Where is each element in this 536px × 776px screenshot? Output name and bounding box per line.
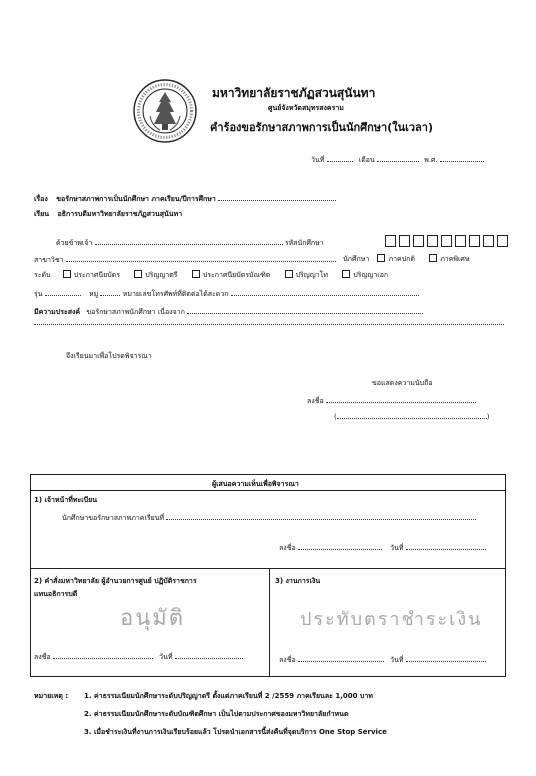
center-name: ศูนย์จังหวัดสมุทรสงคราม xyxy=(268,104,344,112)
major-label: สาขาวิชา xyxy=(34,256,64,264)
student-id-boxes[interactable] xyxy=(385,232,511,251)
table-border xyxy=(30,490,506,491)
table-border xyxy=(30,474,506,475)
student-id-box[interactable] xyxy=(469,235,480,247)
student-printed-name: ( ) xyxy=(334,413,490,421)
registrar-signature-field[interactable] xyxy=(298,542,382,550)
student-id-label: รหัสนักศึกษา xyxy=(284,239,324,247)
student-id-box[interactable] xyxy=(455,235,466,247)
date-label: วันที่ xyxy=(390,656,404,664)
student-sign-line xyxy=(307,395,476,407)
semester-field[interactable] xyxy=(218,193,336,201)
approved-stamp: อนุมัติ xyxy=(120,606,186,631)
student-type-line xyxy=(343,254,469,265)
purpose-label: มีความประสงค์ xyxy=(34,308,81,316)
regular-checkbox[interactable] xyxy=(377,254,385,262)
special-label: ภาคพิเศษ xyxy=(440,255,470,263)
registrar-text: นักศึกษาขอรักษาสภาพภาคเรียนที่ xyxy=(62,514,165,522)
finance-signature-field[interactable] xyxy=(298,654,384,662)
date-year-field[interactable] xyxy=(440,154,484,162)
note-item: 3. เมื่อชำระเงินที่งานการเงินเรียบร้อยแล้ว โปรดนำเอกสารนี้ส่งคืนที่จุดบริการ One Stop Service xyxy=(84,728,387,736)
regular-label: ภาคปกติ xyxy=(388,255,415,263)
purpose-text: ขอรักษาสภาพนักศึกษา เนื่องจาก xyxy=(86,308,185,316)
level-label: ระดับ xyxy=(34,271,51,279)
director-signature-field[interactable] xyxy=(53,651,153,659)
level-option: ปริญญาเอก xyxy=(353,271,389,279)
table-border xyxy=(30,568,506,569)
director-title-cont: แทนอธิการบดี xyxy=(34,590,78,598)
purpose-line xyxy=(34,306,423,318)
note-item: 1. ค่าธรรมเนียมนักศึกษาระดับปริญญาตรี ตั้งแต่ภาคเรียนที่ 2 /2559 ภาคเรียนละ 1,000 บาท xyxy=(84,692,373,700)
date-label: วันที่ xyxy=(159,653,173,661)
phone-label: หมายเลขโทรศัพท์ที่ติดต่อได้สะดวก xyxy=(122,290,229,298)
student-id-box[interactable] xyxy=(427,235,438,247)
subject-text: ขอรักษาสภาพการเป็นนักศึกษา ภาคเรียน/ปีการศึกษา xyxy=(56,195,216,203)
date-day-label: วันที่ xyxy=(311,156,325,164)
group-field[interactable] xyxy=(100,288,120,296)
reason-continuation-field[interactable] xyxy=(34,324,504,325)
registrar-semester-field[interactable] xyxy=(166,512,476,520)
date-month-field[interactable] xyxy=(377,154,419,162)
level-option: ปริญญาตรี xyxy=(145,271,178,279)
student-id-box[interactable] xyxy=(413,235,424,247)
form-title: คำร้องขอรักษาสภาพการเป็นนักศึกษา(ในเวลา) xyxy=(210,121,433,134)
request-text: จึงเรียนมาเพื่อโปรดพิจารณา xyxy=(66,352,152,360)
date-year-label: พ.ศ. xyxy=(424,156,438,164)
table-border xyxy=(505,474,506,676)
director-date-field[interactable] xyxy=(175,651,243,659)
table-border xyxy=(30,676,506,677)
table-divider xyxy=(269,568,270,676)
registrar-line xyxy=(62,512,476,524)
student-type-label: นักศึกษา xyxy=(343,255,370,263)
group-label: หมู่ xyxy=(89,290,99,298)
student-signature-field[interactable] xyxy=(326,395,476,403)
level-option: ประกาศนียบัตรบัณฑิต xyxy=(202,271,271,279)
level-checkbox[interactable] xyxy=(285,270,293,278)
student-id-box[interactable] xyxy=(385,235,396,247)
registrar-date-field[interactable] xyxy=(406,542,486,550)
student-id-box[interactable] xyxy=(441,235,452,247)
date-day-field[interactable] xyxy=(327,154,353,162)
cohort-label: รุ่น xyxy=(34,290,43,298)
student-printed-name-field[interactable] xyxy=(337,411,487,419)
cohort-field[interactable] xyxy=(45,288,81,296)
level-checkbox[interactable] xyxy=(342,270,350,278)
finance-date-field[interactable] xyxy=(406,654,486,662)
note-item: 2. ค่าธรรมเนียมนักศึกษาระดับบัณฑิตศึกษา เป็นไปตามประกาศของมหาวิทยาลัยกำหนด xyxy=(84,710,349,718)
intro-label: ด้วยข้าพเจ้า xyxy=(56,239,93,247)
student-id-box[interactable] xyxy=(483,235,494,247)
student-id-box[interactable] xyxy=(399,235,410,247)
registrar-sign-line xyxy=(279,542,486,554)
date-line xyxy=(311,154,484,166)
university-seal-icon xyxy=(132,78,198,144)
review-header: ผู้เสนอความเห็นเพื่อพิจารณา xyxy=(212,480,299,488)
level-checkbox[interactable] xyxy=(134,270,142,278)
student-name-field[interactable] xyxy=(95,237,283,245)
finance-sign-line xyxy=(279,654,486,666)
sign-label: ลงชื่อ xyxy=(279,544,296,552)
payment-stamp: ประทับตราชำระเงิน xyxy=(300,609,483,630)
addressee-text: อธิการบดีมหาวิทยาลัยราชภัฏสวนสุนันทา xyxy=(57,210,183,218)
date-month-label: เดือน xyxy=(358,156,375,164)
addressee-label: เรียน xyxy=(34,210,50,218)
sign-label: ลงชื่อ xyxy=(307,397,324,405)
addressee-line xyxy=(34,209,182,220)
registrar-title: 1) เจ้าหน้าที่ทะเบียน xyxy=(34,496,97,504)
special-checkbox[interactable] xyxy=(429,254,437,262)
sign-label: ลงชื่อ xyxy=(34,653,51,661)
subject-line xyxy=(34,193,336,205)
respect-text: ขอแสดงความนับถือ xyxy=(372,379,433,387)
finance-title: 3) งานการเงิน xyxy=(275,577,321,585)
level-option: ปริญญาโท xyxy=(295,271,328,279)
level-checkbox[interactable] xyxy=(192,270,200,278)
director-title: 2) คำสั่งมหาวิทยาลัย ผู้อำนวยการศูนย์ ปฏิบัติราชการ xyxy=(34,577,197,585)
level-checkbox[interactable] xyxy=(63,270,71,278)
level-line xyxy=(34,270,388,281)
major-field[interactable] xyxy=(66,254,336,262)
level-option: ประกาศนียบัตร xyxy=(73,271,120,279)
phone-field[interactable] xyxy=(231,288,419,296)
director-sign-line xyxy=(34,651,243,663)
sign-label: ลงชื่อ xyxy=(279,656,296,664)
subject-label: เรื่อง xyxy=(34,195,48,203)
date-label: วันที่ xyxy=(390,544,404,552)
reason-field[interactable] xyxy=(187,306,423,314)
major-line xyxy=(34,254,336,266)
table-border xyxy=(30,474,31,676)
cohort-line xyxy=(34,288,419,300)
student-id-box[interactable] xyxy=(497,235,508,247)
name-line xyxy=(56,237,324,249)
university-name: มหาวิทยาลัยราชภัฏสวนสุนันทา xyxy=(212,86,376,100)
notes-label: หมายเหตุ : xyxy=(34,692,69,700)
